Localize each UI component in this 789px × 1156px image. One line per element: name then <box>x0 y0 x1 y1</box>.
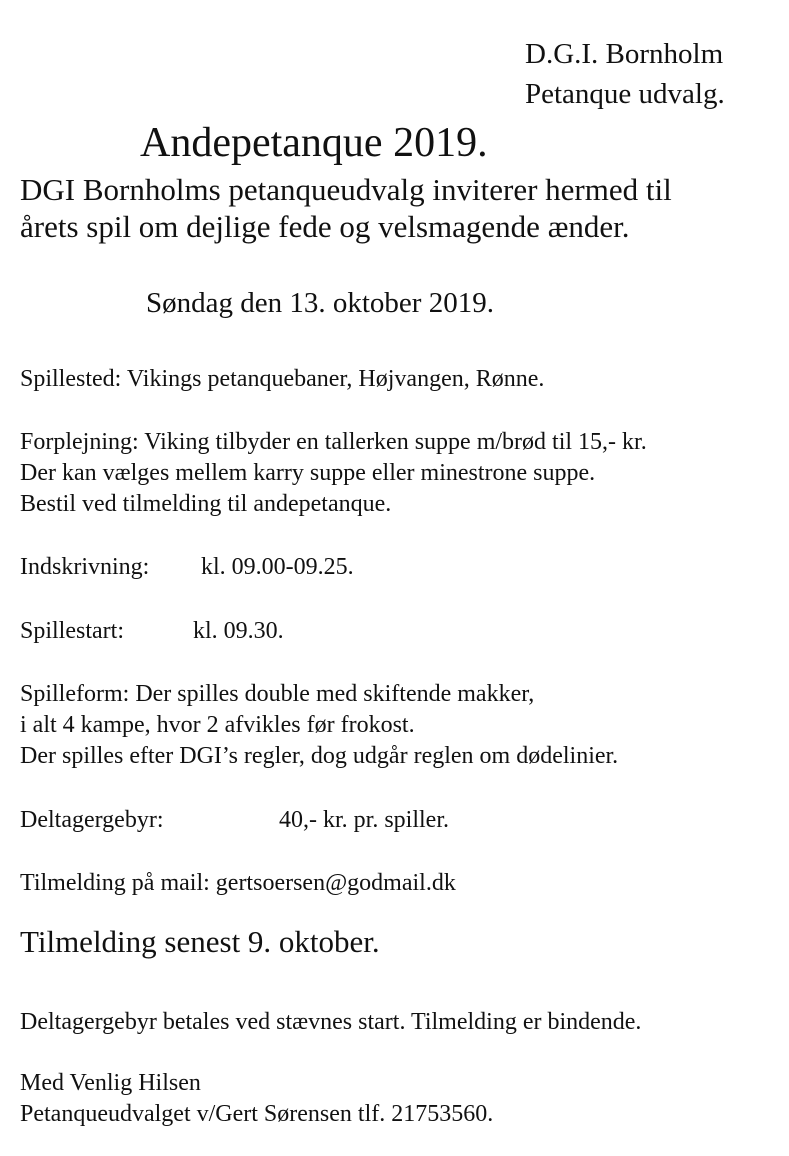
page-title: Andepetanque 2019. <box>140 120 488 166</box>
registration-label: Indskrivning: <box>20 554 150 580</box>
start-value: kl. 09.30. <box>193 618 284 644</box>
intro-line-2: årets spil om dejlige fede og velsmagende ænder. <box>20 209 630 244</box>
header-org: D.G.I. Bornholm <box>525 38 724 70</box>
closing-signature: Petanqueudvalget v/Gert Sørensen tlf. 21753560. <box>20 1101 494 1127</box>
start-row <box>20 619 420 649</box>
deadline-text: Tilmelding senest 9. oktober. <box>20 924 380 959</box>
header-committee: Petanque udvalg. <box>525 78 725 110</box>
catering-line-2: Der kan vælges mellem karry suppe eller minestrone suppe. <box>20 460 596 486</box>
format-line-1: Spilleform: Der spilles double med skiftende makker, <box>20 681 535 707</box>
payment-note: Deltagergebyr betales ved stævnes start. Tilmelding er bindende. <box>20 1009 642 1035</box>
registration-value: kl. 09.00-09.25. <box>201 554 354 580</box>
venue-text: Spillested: Vikings petanquebaner, Højvangen, Rønne. <box>20 366 545 392</box>
catering-line-3: Bestil ved tilmelding til andepetanque. <box>20 491 392 517</box>
fee-row <box>20 808 520 838</box>
intro-line-1: DGI Bornholms petanqueudvalg inviterer hermed til <box>20 172 672 207</box>
signup-mail: Tilmelding på mail: gertsoersen@godmail.dk <box>20 870 456 896</box>
registration-row <box>20 555 420 585</box>
catering-line-1: Forplejning: Viking tilbyder en tallerken suppe m/brød til 15,- kr. <box>20 429 647 455</box>
closing-greeting: Med Venlig Hilsen <box>20 1070 201 1096</box>
start-label: Spillestart: <box>20 618 124 644</box>
format-line-3: Der spilles efter DGI’s regler, dog udgår reglen om dødelinier. <box>20 743 619 769</box>
event-date: Søndag den 13. oktober 2019. <box>146 287 494 319</box>
fee-value: 40,- kr. pr. spiller. <box>279 807 449 833</box>
format-line-2: i alt 4 kampe, hvor 2 afvikles før frokost. <box>20 712 415 738</box>
fee-label: Deltagergebyr: <box>20 807 164 833</box>
